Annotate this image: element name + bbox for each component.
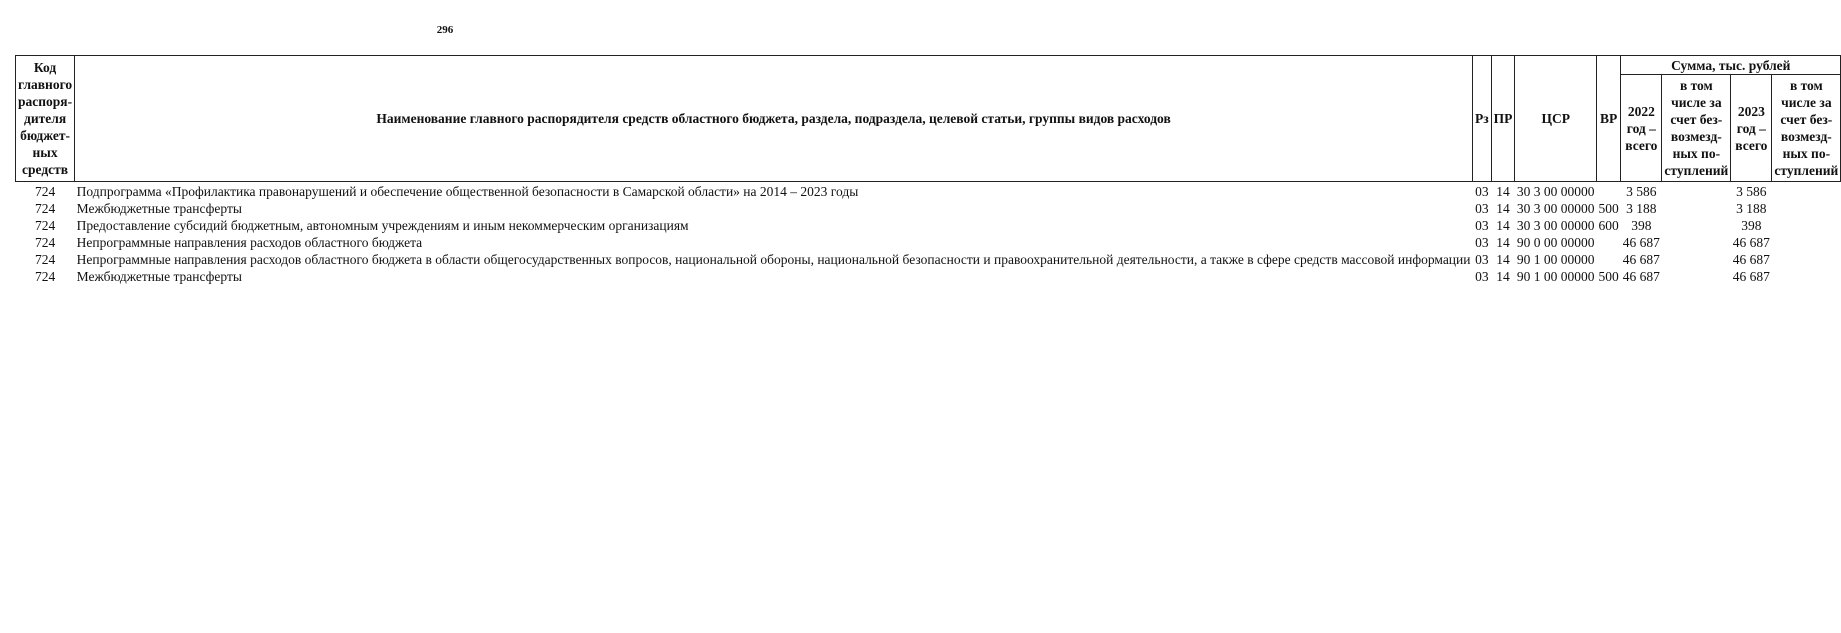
cell-total-2023: 46 687 (1732, 252, 1770, 267)
cell-rz: 03 (1475, 218, 1489, 233)
cell-rz: 03 (1475, 252, 1489, 267)
cell-csr: 30 3 00 00000 (1516, 218, 1595, 233)
header-name: Наименование главного распорядителя средств областного бюджета, раздела, подраздела, целевой статьи, группы видов расходов (75, 56, 1473, 182)
cell-code: 724 (34, 235, 56, 250)
cell-free-2022 (1662, 268, 1731, 285)
cell-total-2023: 398 (1741, 218, 1762, 233)
cell-code: 724 (34, 184, 56, 199)
header-vr: ВР (1597, 56, 1621, 182)
budget-table (15, 55, 1841, 285)
cell-rz: 03 (1475, 201, 1489, 216)
cell-total-2023: 3 586 (1736, 184, 1767, 199)
cell-csr: 30 3 00 00000 (1516, 201, 1595, 216)
cell-code: 724 (34, 201, 56, 216)
table-row (16, 200, 1841, 217)
cell-name: Непрограммные направления расходов областного бюджета в области общегосударственных вопросов, национальной обороны, национальной безопасности и правоохранительной деятельности, а также в сфере средств массовой информации (76, 252, 1471, 267)
cell-name: Межбюджетные трансферты (76, 201, 242, 216)
cell-pr: 14 (1496, 252, 1510, 267)
cell-total-2022: 3 188 (1626, 201, 1657, 216)
cell-free-2023 (1772, 217, 1841, 234)
table-row (16, 182, 1841, 201)
cell-name: Непрограммные направления расходов областного бюджета (76, 235, 423, 250)
header-free-2023: в том числе за счет без-возмезд-ных по-ступлений (1772, 75, 1841, 182)
cell-total-2022: 398 (1631, 218, 1652, 233)
cell-free-2022 (1662, 251, 1731, 268)
cell-free-2022 (1662, 217, 1731, 234)
cell-vr (1597, 182, 1621, 201)
header-pr: ПР (1491, 56, 1515, 182)
cell-total-2023: 3 188 (1736, 201, 1767, 216)
cell-code: 724 (34, 269, 56, 284)
table-body (16, 182, 1841, 286)
cell-csr: 90 1 00 00000 (1516, 269, 1595, 284)
header-total-2022: 2022 год – всего (1621, 75, 1662, 182)
table-header (16, 56, 1841, 182)
cell-vr: 600 (1598, 218, 1619, 233)
cell-free-2023 (1772, 234, 1841, 251)
header-free-2022: в том числе за счет без-возмезд-ных по-ступлений (1662, 75, 1731, 182)
cell-code: 724 (34, 252, 56, 267)
cell-name: Межбюджетные трансферты (76, 269, 242, 284)
cell-pr: 14 (1496, 201, 1510, 216)
cell-vr (1597, 251, 1621, 268)
header-csr: ЦСР (1515, 56, 1597, 182)
cell-name: Предоставление субсидий бюджетным, автономным учреждениям и иным некоммерческим организациям (76, 218, 689, 233)
cell-name: Подпрограмма «Профилактика правонарушений и обеспечение общественной безопасности в Самарской области» на 2014 – 2023 годы (76, 184, 859, 199)
cell-vr (1597, 234, 1621, 251)
cell-pr: 14 (1496, 218, 1510, 233)
cell-total-2023: 46 687 (1732, 269, 1770, 284)
cell-total-2022: 3 586 (1626, 184, 1657, 199)
header-code: Код главного распоря-дителя бюджет-ных средств (16, 56, 75, 182)
cell-total-2023: 46 687 (1732, 235, 1770, 250)
cell-rz: 03 (1475, 184, 1489, 199)
page-number: 296 (436, 24, 454, 36)
header-rz: Рз (1472, 56, 1491, 182)
cell-rz: 03 (1475, 235, 1489, 250)
cell-free-2022 (1662, 182, 1731, 201)
cell-pr: 14 (1496, 184, 1510, 199)
cell-free-2023 (1772, 268, 1841, 285)
cell-vr: 500 (1598, 269, 1619, 284)
cell-pr: 14 (1496, 269, 1510, 284)
header-total-2023: 2023 год – всего (1731, 75, 1772, 182)
cell-csr: 90 0 00 00000 (1516, 235, 1595, 250)
cell-rz: 03 (1475, 269, 1489, 284)
table-row (16, 268, 1841, 285)
table-row (16, 234, 1841, 251)
cell-total-2022: 46 687 (1622, 235, 1660, 250)
table-row (16, 217, 1841, 234)
cell-pr: 14 (1496, 235, 1510, 250)
cell-total-2022: 46 687 (1622, 269, 1660, 284)
cell-free-2022 (1662, 200, 1731, 217)
cell-csr: 30 3 00 00000 (1516, 184, 1595, 199)
table-row (16, 251, 1841, 268)
cell-free-2023 (1772, 200, 1841, 217)
cell-total-2022: 46 687 (1622, 252, 1660, 267)
cell-csr: 90 1 00 00000 (1516, 252, 1595, 267)
cell-code: 724 (34, 218, 56, 233)
cell-free-2023 (1772, 182, 1841, 201)
header-sum-group: Сумма, тыс. рублей (1621, 56, 1841, 75)
cell-free-2022 (1662, 234, 1731, 251)
cell-vr: 500 (1598, 201, 1619, 216)
cell-free-2023 (1772, 251, 1841, 268)
